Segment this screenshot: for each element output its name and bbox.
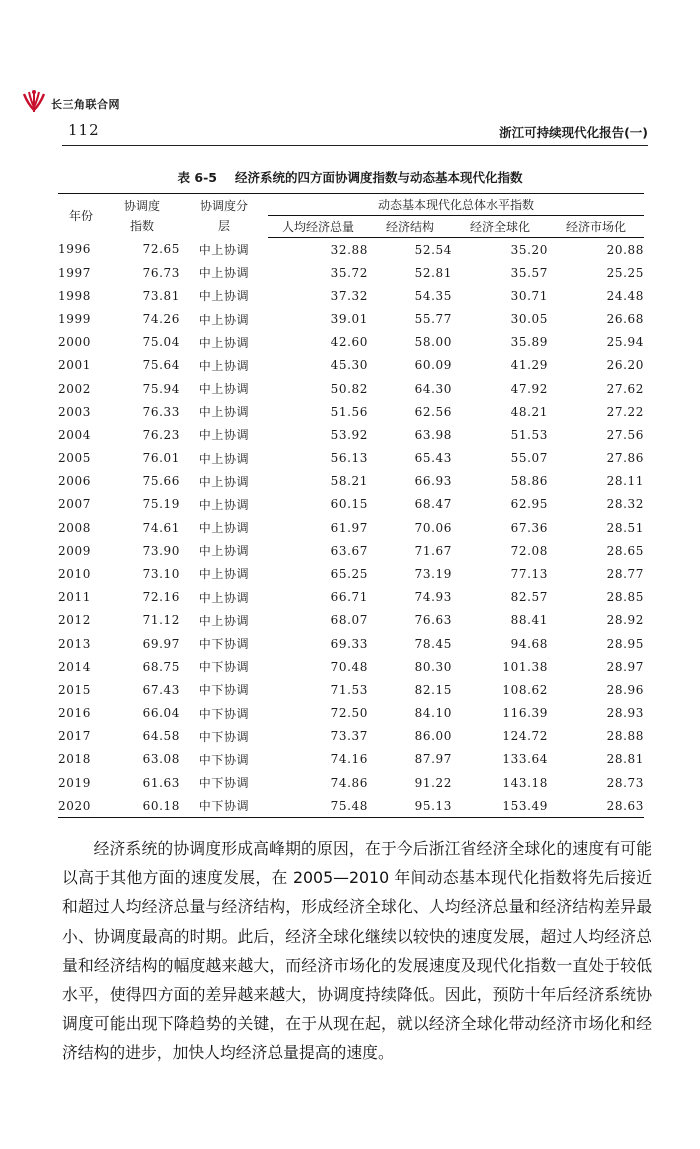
table-row xyxy=(58,354,644,377)
cell-coordination-level: 中上协调 xyxy=(198,497,250,512)
cell-gdp-per-capita: 39.01 xyxy=(330,312,368,327)
table-row xyxy=(58,447,644,470)
cell-coordination-index: 75.19 xyxy=(142,497,180,512)
cell-economic-structure: 76.63 xyxy=(414,613,452,628)
cell-year: 2019 xyxy=(58,775,91,790)
cell-year: 2004 xyxy=(58,427,91,442)
header-modernization-group: 动态基本现代化总体水平指数 xyxy=(268,194,644,216)
cell-coordination-index: 74.61 xyxy=(142,520,180,535)
cell-year: 1999 xyxy=(58,312,91,327)
cell-year: 2016 xyxy=(58,706,91,721)
cell-globalization: 116.39 xyxy=(502,706,548,721)
table-caption-title: 经济系统的四方面协调度指数与动态基本现代化指数 xyxy=(234,170,523,185)
cell-year: 2006 xyxy=(58,474,91,489)
table-row xyxy=(58,748,644,771)
cell-coordination-index: 63.08 xyxy=(142,752,180,767)
header-rule xyxy=(62,145,648,146)
cell-marketization: 28.63 xyxy=(548,794,644,818)
cell-year: 1996 xyxy=(58,242,91,257)
table-row xyxy=(58,470,644,493)
cell-coordination-level: 中上协调 xyxy=(198,567,250,582)
cell-gdp-per-capita: 56.13 xyxy=(330,451,368,466)
cell-marketization: 28.93 xyxy=(606,706,644,721)
cell-globalization: 48.21 xyxy=(510,404,548,419)
table-row xyxy=(58,261,644,284)
header-marketization: 经济市场化 xyxy=(548,216,644,238)
cell-coordination-level: 中下协调 xyxy=(198,660,250,675)
table-caption xyxy=(0,168,700,186)
cell-year: 2009 xyxy=(58,543,91,558)
cell-marketization: 28.65 xyxy=(606,543,644,558)
cell-coordination-index: 60.18 xyxy=(104,794,180,818)
cell-economic-structure: 91.22 xyxy=(414,775,452,790)
cell-marketization: 27.62 xyxy=(606,381,644,396)
cell-gdp-per-capita: 63.67 xyxy=(330,543,368,558)
table-row xyxy=(58,238,644,262)
cell-coordination-index: 66.04 xyxy=(142,706,180,721)
table-header xyxy=(58,194,644,238)
cell-year: 2000 xyxy=(58,335,91,350)
cell-coordination-level: 中上协调 xyxy=(198,335,250,350)
cell-coordination-index: 74.26 xyxy=(142,312,180,327)
cell-economic-structure: 87.97 xyxy=(414,752,452,767)
cell-coordination-level: 中下协调 xyxy=(180,794,268,818)
header-coordination-index xyxy=(104,194,180,238)
cell-coordination-level: 中上协调 xyxy=(198,451,250,466)
table-caption-number: 表 6-5 xyxy=(177,170,217,185)
cell-marketization: 28.92 xyxy=(606,613,644,628)
cell-economic-structure: 71.67 xyxy=(414,543,452,558)
cell-globalization: 143.18 xyxy=(502,775,548,790)
cell-coordination-index: 61.63 xyxy=(142,775,180,790)
cell-gdp-per-capita: 53.92 xyxy=(330,427,368,442)
cell-economic-structure: 55.77 xyxy=(414,312,452,327)
cell-globalization: 72.08 xyxy=(510,543,548,558)
table-row xyxy=(58,794,644,818)
table-row xyxy=(58,400,644,423)
table-row xyxy=(58,423,644,446)
cell-gdp-per-capita: 45.30 xyxy=(330,358,368,373)
cell-globalization: 108.62 xyxy=(502,682,548,697)
cell-gdp-per-capita: 74.86 xyxy=(330,775,368,790)
cell-coordination-index: 72.65 xyxy=(142,242,180,257)
cell-marketization: 28.95 xyxy=(606,636,644,651)
cell-coordination-level: 中下协调 xyxy=(198,683,250,698)
cell-economic-structure: 78.45 xyxy=(414,636,452,651)
cell-gdp-per-capita: 72.50 xyxy=(330,706,368,721)
cell-globalization: 101.38 xyxy=(502,659,548,674)
cell-coordination-level: 中上协调 xyxy=(198,544,250,559)
cell-coordination-level: 中上协调 xyxy=(198,312,250,327)
cell-economic-structure: 84.10 xyxy=(414,706,452,721)
cell-year: 2012 xyxy=(58,613,91,628)
header-year: 年份 xyxy=(58,194,104,238)
cell-marketization: 28.51 xyxy=(606,520,644,535)
data-table xyxy=(58,193,644,818)
cell-economic-structure: 74.93 xyxy=(414,590,452,605)
cell-gdp-per-capita: 66.71 xyxy=(330,590,368,605)
cell-gdp-per-capita: 61.97 xyxy=(330,520,368,535)
cell-coordination-index: 75.04 xyxy=(142,335,180,350)
cell-coordination-index: 64.58 xyxy=(142,729,180,744)
page-number: 112 xyxy=(68,121,100,139)
cell-coordination-index: 75.66 xyxy=(142,474,180,489)
cell-coordination-level: 中上协调 xyxy=(198,358,250,373)
cell-globalization: 62.95 xyxy=(510,497,548,512)
header-gdp-per-capita: 人均经济总量 xyxy=(268,216,368,238)
cell-coordination-level: 中上协调 xyxy=(198,521,250,536)
table-row xyxy=(58,771,644,794)
cell-gdp-per-capita: 70.48 xyxy=(330,659,368,674)
table-row xyxy=(58,725,644,748)
cell-globalization: 41.29 xyxy=(510,358,548,373)
cell-globalization: 153.49 xyxy=(452,794,548,818)
cell-gdp-per-capita: 35.72 xyxy=(330,265,368,280)
header-economic-structure: 经济结构 xyxy=(368,216,452,238)
cell-coordination-index: 75.64 xyxy=(142,358,180,373)
cell-coordination-level: 中下协调 xyxy=(198,729,250,744)
cell-economic-structure: 66.93 xyxy=(414,474,452,489)
cell-globalization: 35.57 xyxy=(510,265,548,280)
cell-coordination-level: 中上协调 xyxy=(198,266,250,281)
cell-coordination-level: 中上协调 xyxy=(198,405,250,420)
table-row xyxy=(58,562,644,585)
cell-coordination-index: 75.94 xyxy=(142,381,180,396)
table-body xyxy=(58,238,644,818)
cell-marketization: 27.86 xyxy=(606,451,644,466)
running-title: 浙江可持续现代化报告(一) xyxy=(499,125,648,140)
cell-coordination-index: 76.23 xyxy=(142,427,180,442)
header-coordination-level-text: 协调度分层 xyxy=(199,198,248,233)
cell-gdp-per-capita: 58.21 xyxy=(330,474,368,489)
table-row xyxy=(58,632,644,655)
cell-economic-structure: 60.09 xyxy=(414,358,452,373)
table-row xyxy=(58,308,644,331)
table-row xyxy=(58,655,644,678)
cell-marketization: 28.81 xyxy=(606,752,644,767)
cell-coordination-index: 73.81 xyxy=(142,288,180,303)
cell-marketization: 24.48 xyxy=(606,288,644,303)
cell-economic-structure: 82.15 xyxy=(414,682,452,697)
cell-globalization: 47.92 xyxy=(510,381,548,396)
cell-marketization: 20.88 xyxy=(606,242,644,257)
cell-year: 2010 xyxy=(58,566,91,581)
header-coordination-index-text: 协调度指数 xyxy=(124,198,161,233)
logo-icon xyxy=(20,88,48,114)
cell-gdp-per-capita: 50.82 xyxy=(330,381,368,396)
cell-coordination-level: 中上协调 xyxy=(198,590,250,605)
cell-coordination-index: 76.33 xyxy=(142,404,180,419)
cell-globalization: 30.05 xyxy=(510,312,548,327)
cell-coordination-level: 中上协调 xyxy=(198,382,250,397)
cell-year: 2015 xyxy=(58,682,91,697)
cell-economic-structure: 58.00 xyxy=(414,335,452,350)
cell-marketization: 27.22 xyxy=(606,404,644,419)
body-paragraph: 经济系统的协调度形成高峰期的原因，在于今后浙江省经济全球化的速度有可能以高于其他方面的速度发展，在 2005—2010 年间动态基本现代化指数将先后接近和超过人均经济总量与经济结构，形成经济全球化、人均经济总量和经济结构差异最小、协调度最高的时期。此后，经济全球化继续以较快的速度发展，超过人均经济总量和经济结构的幅度越来越大，而经济市场化的发展速度及现代化指数一直处于较低水平，使得四方面的差异越来越大，协调度持续降低。因此，预防十年后经济系统协调度可能出现下降趋势的关键，在于从现在起，就以经济全球化带动经济市场化和经济结构的进步，加快人均经济总量提高的速度。 xyxy=(62,839,652,1063)
cell-economic-structure: 86.00 xyxy=(414,729,452,744)
cell-marketization: 28.32 xyxy=(606,497,644,512)
cell-gdp-per-capita: 73.37 xyxy=(330,729,368,744)
cell-coordination-level: 中上协调 xyxy=(198,428,250,443)
cell-year: 2013 xyxy=(58,636,91,651)
cell-marketization: 28.85 xyxy=(606,590,644,605)
cell-economic-structure: 64.30 xyxy=(414,381,452,396)
cell-coordination-index: 68.75 xyxy=(142,659,180,674)
cell-globalization: 51.53 xyxy=(510,427,548,442)
header-coordination-level xyxy=(180,194,268,238)
cell-coordination-index: 71.12 xyxy=(142,613,180,628)
cell-coordination-level: 中上协调 xyxy=(198,289,250,304)
cell-globalization: 55.07 xyxy=(510,451,548,466)
cell-globalization: 58.86 xyxy=(510,474,548,489)
cell-globalization: 124.72 xyxy=(502,729,548,744)
cell-year: 2002 xyxy=(58,381,91,396)
cell-coordination-level: 中下协调 xyxy=(198,706,250,721)
cell-marketization: 25.94 xyxy=(606,335,644,350)
cell-year: 2018 xyxy=(58,752,91,767)
cell-economic-structure: 70.06 xyxy=(414,520,452,535)
cell-globalization: 35.20 xyxy=(510,242,548,257)
cell-coordination-index: 76.01 xyxy=(142,451,180,466)
cell-economic-structure: 63.98 xyxy=(414,427,452,442)
cell-coordination-level: 中上协调 xyxy=(198,474,250,489)
cell-year: 2003 xyxy=(58,404,91,419)
cell-economic-structure: 52.54 xyxy=(414,242,452,257)
cell-year: 2014 xyxy=(58,659,91,674)
cell-globalization: 67.36 xyxy=(510,520,548,535)
cell-year: 2001 xyxy=(58,358,91,373)
cell-gdp-per-capita: 75.48 xyxy=(268,794,368,818)
cell-gdp-per-capita: 60.15 xyxy=(330,497,368,512)
logo-text: 长三角联合网 xyxy=(51,98,120,111)
cell-coordination-index: 73.10 xyxy=(142,566,180,581)
cell-marketization: 28.11 xyxy=(606,474,644,489)
cell-gdp-per-capita: 71.53 xyxy=(330,682,368,697)
cell-year: 2007 xyxy=(58,497,91,512)
cell-coordination-level: 中下协调 xyxy=(198,776,250,791)
cell-marketization: 28.77 xyxy=(606,566,644,581)
cell-economic-structure: 65.43 xyxy=(414,451,452,466)
cell-coordination-level: 中下协调 xyxy=(198,752,250,767)
cell-coordination-index: 69.97 xyxy=(142,636,180,651)
cell-economic-structure: 80.30 xyxy=(414,659,452,674)
cell-gdp-per-capita: 69.33 xyxy=(330,636,368,651)
cell-year: 1997 xyxy=(58,265,91,280)
cell-year: 2008 xyxy=(58,520,91,535)
cell-economic-structure: 95.13 xyxy=(368,794,452,818)
cell-year: 2005 xyxy=(58,451,91,466)
cell-gdp-per-capita: 68.07 xyxy=(330,613,368,628)
cell-coordination-index: 67.43 xyxy=(142,682,180,697)
cell-economic-structure: 62.56 xyxy=(414,404,452,419)
cell-gdp-per-capita: 74.16 xyxy=(330,752,368,767)
cell-economic-structure: 54.35 xyxy=(414,288,452,303)
cell-coordination-level: 中上协调 xyxy=(198,613,250,628)
cell-gdp-per-capita: 42.60 xyxy=(330,335,368,350)
cell-gdp-per-capita: 32.88 xyxy=(330,242,368,257)
cell-marketization: 28.96 xyxy=(606,682,644,697)
cell-gdp-per-capita: 51.56 xyxy=(330,404,368,419)
cell-globalization: 88.41 xyxy=(510,613,548,628)
table-row xyxy=(58,516,644,539)
cell-year: 1998 xyxy=(58,288,91,303)
body-text xyxy=(62,834,652,1068)
table-row xyxy=(58,586,644,609)
cell-coordination-level: 中下协调 xyxy=(198,637,250,651)
cell-globalization: 82.57 xyxy=(510,590,548,605)
cell-marketization: 26.68 xyxy=(606,312,644,327)
cell-gdp-per-capita: 37.32 xyxy=(330,288,368,303)
cell-marketization: 26.20 xyxy=(606,358,644,373)
cell-economic-structure: 73.19 xyxy=(414,566,452,581)
cell-marketization: 28.97 xyxy=(606,659,644,674)
cell-coordination-index: 76.73 xyxy=(142,265,180,280)
cell-marketization: 28.73 xyxy=(606,775,644,790)
cell-globalization: 77.13 xyxy=(510,566,548,581)
table-row xyxy=(58,331,644,354)
table-row xyxy=(58,493,644,516)
cell-economic-structure: 68.47 xyxy=(414,497,452,512)
cell-marketization: 27.56 xyxy=(606,427,644,442)
cell-coordination-index: 72.16 xyxy=(142,590,180,605)
cell-coordination-level: 中上协调 xyxy=(198,242,250,257)
table-row xyxy=(58,678,644,701)
cell-globalization: 94.68 xyxy=(510,636,548,651)
cell-globalization: 30.71 xyxy=(510,288,548,303)
table-row xyxy=(58,701,644,724)
table-row xyxy=(58,539,644,562)
table-row xyxy=(58,609,644,632)
table-row xyxy=(58,377,644,400)
table-row xyxy=(58,284,644,307)
cell-globalization: 35.89 xyxy=(510,335,548,350)
cell-marketization: 25.25 xyxy=(606,265,644,280)
site-logo xyxy=(20,88,120,114)
cell-economic-structure: 52.81 xyxy=(414,265,452,280)
cell-marketization: 28.88 xyxy=(606,729,644,744)
cell-gdp-per-capita: 65.25 xyxy=(330,566,368,581)
cell-globalization: 133.64 xyxy=(502,752,548,767)
cell-year: 2017 xyxy=(58,729,91,744)
header-globalization: 经济全球化 xyxy=(452,216,548,238)
cell-year: 2020 xyxy=(58,794,104,818)
cell-year: 2011 xyxy=(58,590,91,605)
cell-coordination-index: 73.90 xyxy=(142,543,180,558)
